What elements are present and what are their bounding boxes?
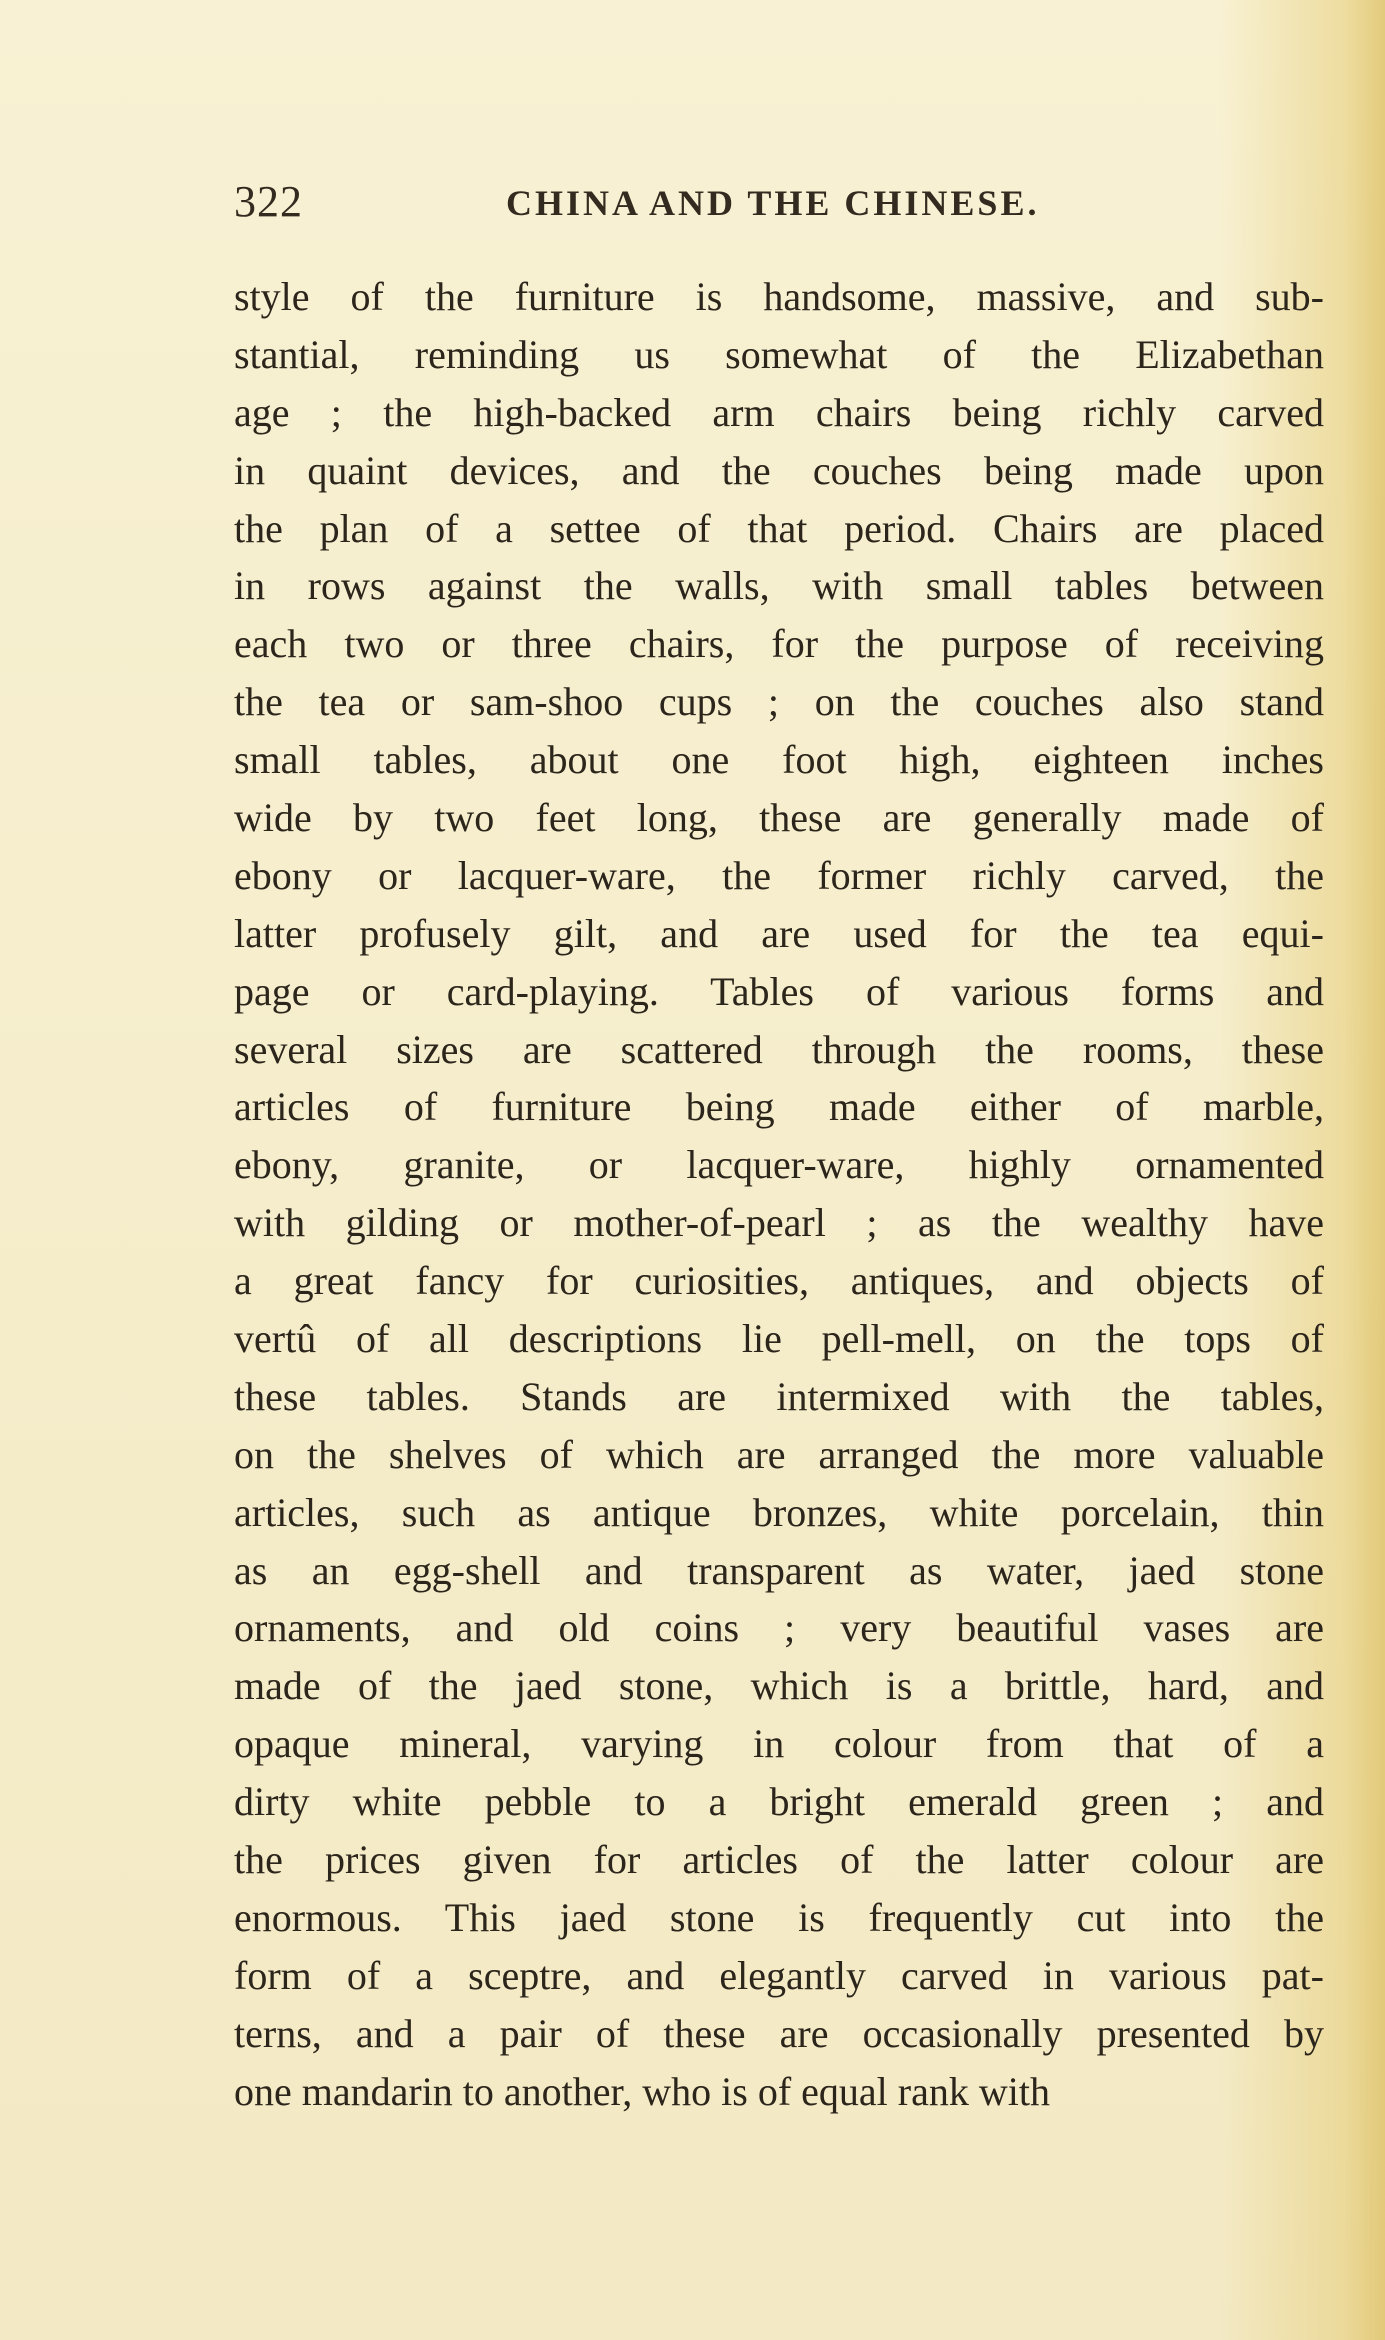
text-line: ebony or lacquer-ware, the former richly carved, the [234,852,1324,898]
text-line: page or card-playing. Tables of various forms and [234,968,1324,1014]
text-line: in rows against the walls, with small tables between [234,563,1324,609]
text-line: vertû of all descriptions lie pell-mell, on the tops of [234,1316,1324,1362]
text-line: in quaint devices, and the couches being made upon [234,447,1324,493]
text-line: on the shelves of which are arranged the more valuable [234,1431,1324,1477]
running-head: CHINA AND THE CHINESE. [506,183,1040,223]
text-line: these tables. Stands are intermixed with the tables, [234,1373,1324,1419]
text-line: articles of furniture being made either of marble, [234,1084,1324,1130]
text-line: form of a sceptre, and elegantly carved in various pat- [234,1952,1324,1998]
text-line: the plan of a settee of that period. Chairs are placed [234,505,1324,551]
text-line: as an egg-shell and transparent as water, jaed stone [234,1547,1324,1593]
page-number: 322 [234,177,303,226]
text-line: articles, such as antique bronzes, white porcelain, thin [234,1489,1324,1535]
text-line: the prices given for articles of the latter colour are [234,1837,1324,1883]
text-line: stantial, reminding us somewhat of the Elizabethan [234,331,1324,377]
text-line: enormous. This jaed stone is frequently cut into the [234,1894,1324,1940]
text-line: the tea or sam-shoo cups ; on the couches also stand [234,679,1324,725]
text-line: dirty white pebble to a bright emerald green ; and [234,1779,1324,1825]
text-line: style of the furniture is handsome, massive, and sub- [234,274,1324,319]
text-line: each two or three chairs, for the purpose of receiving [234,621,1324,667]
text-line: a great fancy for curiosities, antiques, and objects of [234,1258,1324,1304]
text-line: one mandarin to another, who is of equal rank with [234,2068,1050,2114]
text-line: wide by two feet long, these are generally made of [234,795,1324,841]
body-text [234,268,1324,2121]
text-line: age ; the high-backed arm chairs being richly carved [234,389,1324,435]
text-line: terns, and a pair of these are occasionally presented by [234,2010,1324,2056]
page-header [234,176,1319,236]
text-line: latter profusely gilt, and are used for the tea equi- [234,910,1324,956]
text-line: made of the jaed stone, which is a brittle, hard, and [234,1663,1324,1709]
text-line: ebony, granite, or lacquer-ware, highly ornamented [234,1142,1324,1188]
text-line: small tables, about one foot high, eighteen inches [234,737,1324,783]
text-line: with gilding or mother-of-pearl ; as the wealthy have [234,1200,1324,1246]
text-line: opaque mineral, varying in colour from that of a [234,1721,1324,1767]
text-line: several sizes are scattered through the rooms, these [234,1026,1324,1072]
text-line: ornaments, and old coins ; very beautiful vases are [234,1605,1324,1651]
